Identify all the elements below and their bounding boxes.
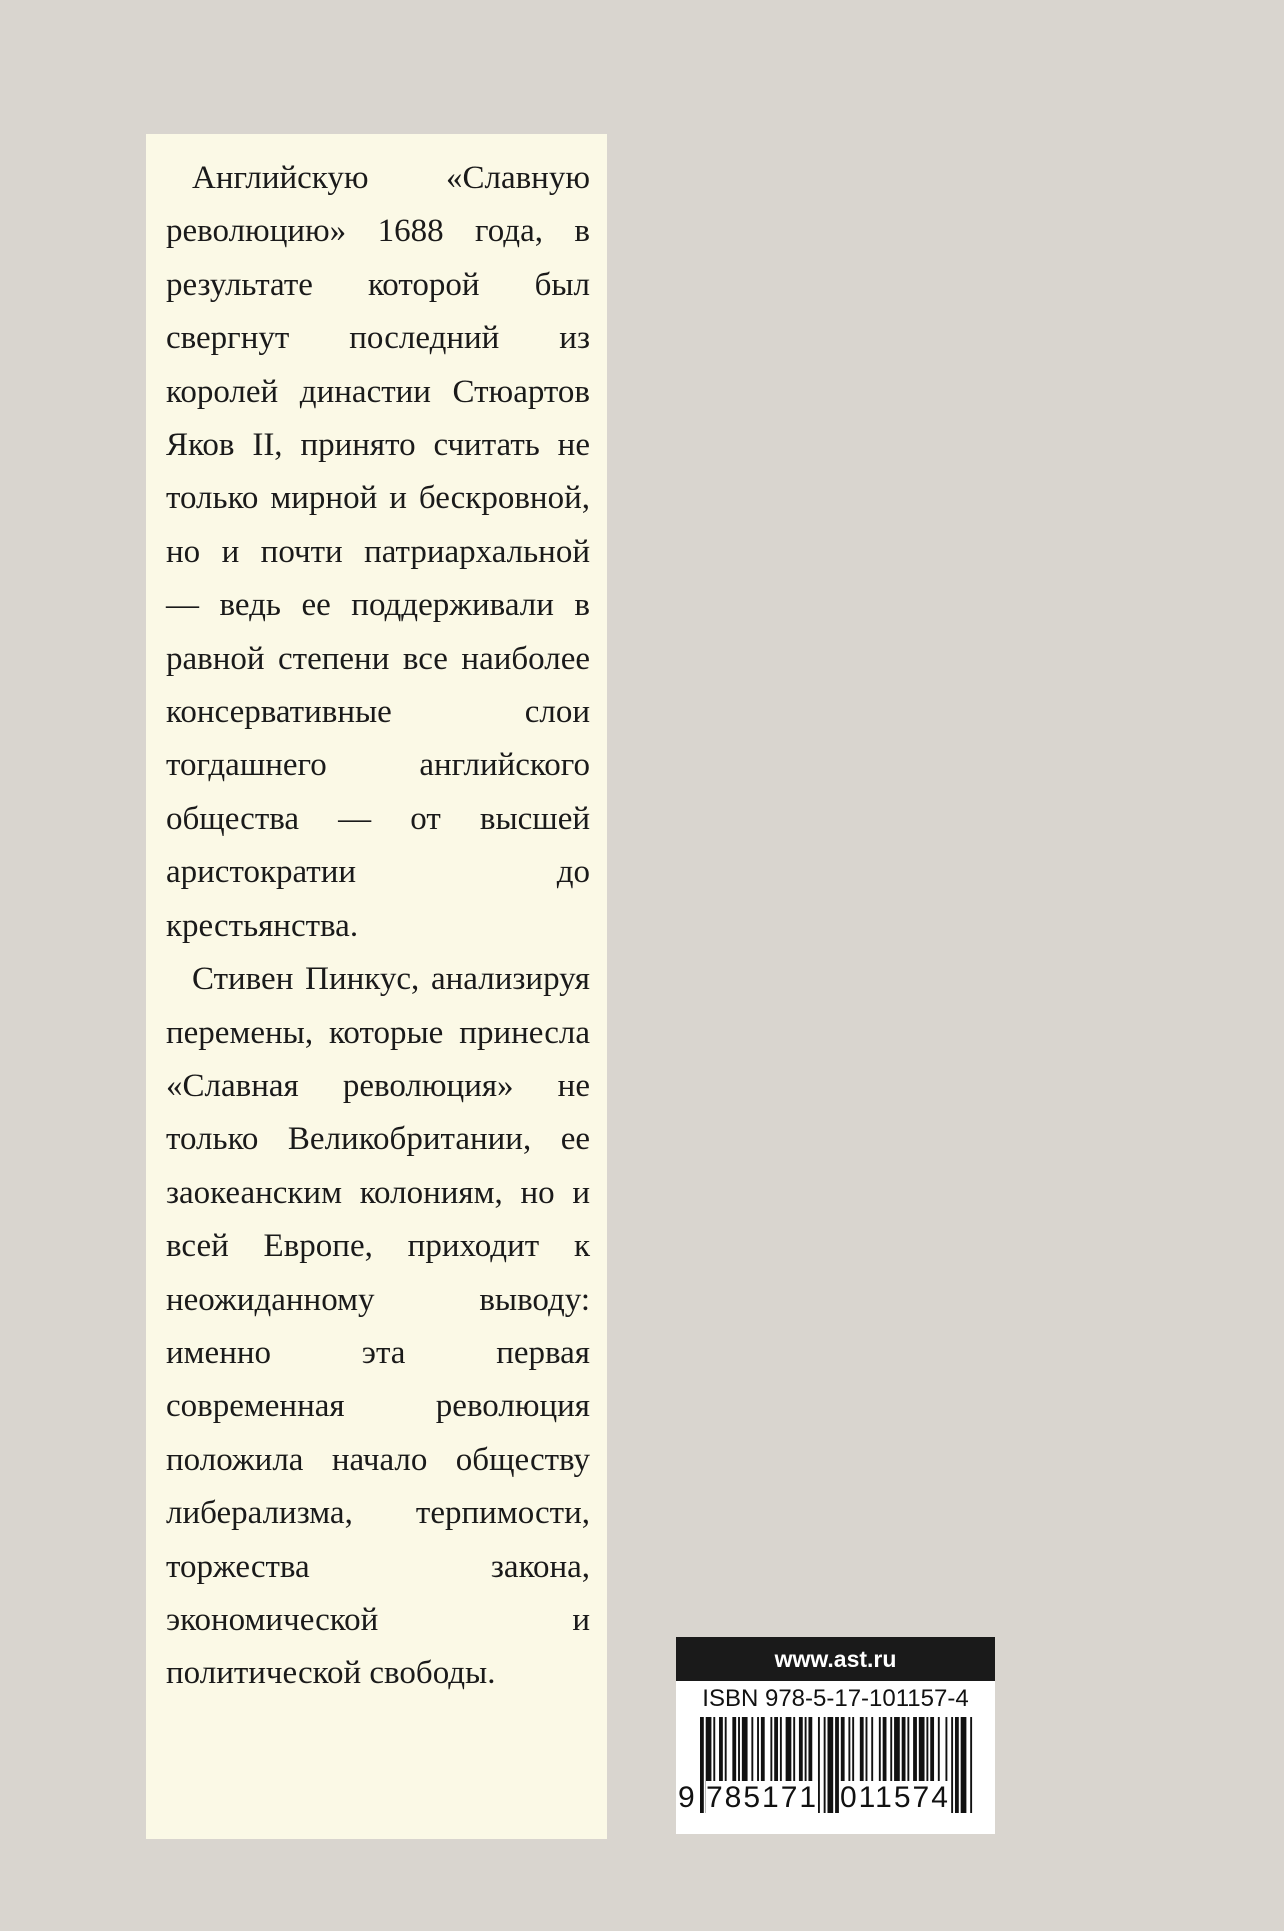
barcode-block (676, 1637, 995, 1834)
description-paragraph-2: Стивен Пинкус, анализируя перемены, которые принесла «Славная революция» не только Великобритании, ее заокеанским колониям, но и всей Европе, приходит к неожиданному выводу: именно эта первая современная революция положила начало обществу либерализма, терпимости, торжества закона, экономической и политической свободы. (166, 961, 590, 1692)
publisher-url: www.ast.ru (676, 1637, 995, 1681)
ean-group-2: 011574 (840, 1781, 950, 1814)
description-paragraph-1: Английскую «Славную революцию» 1688 года, в результате которой был свергнут последний из королей династии Стюартов Яков II, принято считать не только мирной и бескровной, но и почти патриархальной — ведь ее поддерживали в равной степени все наиболее консервативные слои тогдашнего английского общества — от высшей аристократии до крестьянства. (166, 160, 590, 944)
description-text (166, 152, 590, 1701)
ean-first-digit: 9 (678, 1781, 697, 1814)
isbn-label: ISBN 978-5-17-101157-4 (702, 1685, 969, 1712)
ean-group-1: 785171 (706, 1781, 819, 1814)
description-panel (146, 134, 607, 1839)
